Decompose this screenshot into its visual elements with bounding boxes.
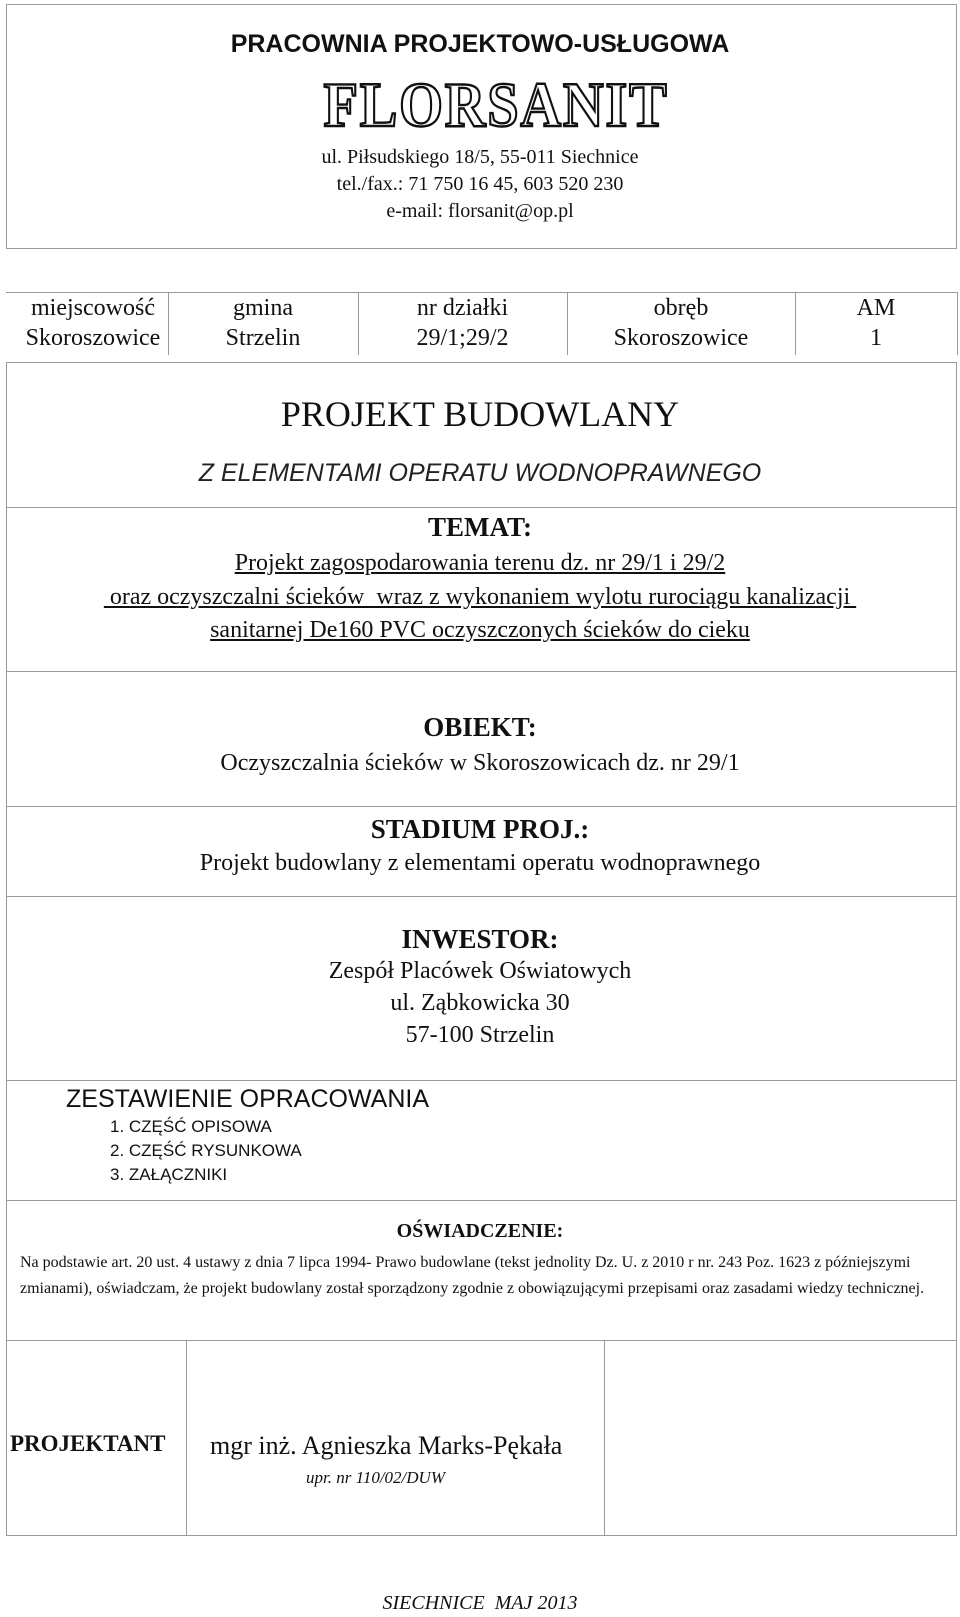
inwestor-line-2: ul. Ząbkowicka 30 (390, 990, 570, 1016)
inwestor-heading: INWESTOR: (401, 924, 559, 954)
location-value-obreb: Skoroszowice (613, 325, 749, 351)
inwestor-line-1: Zespół Placówek Oświatowych (328, 958, 632, 984)
location-value-am: 1 (870, 325, 882, 351)
location-value-gmina: Strzelin (225, 325, 301, 351)
location-table-divider (957, 292, 958, 355)
company-name: PRACOWNIA PROJEKTOWO-USŁUGOWA (230, 30, 730, 58)
location-header-miejscowosc: miejscowość (31, 295, 155, 321)
project-title: PROJEKT BUDOWLANY (280, 394, 680, 434)
zestawienie-heading: ZESTAWIENIE OPRACOWANIA (66, 1085, 429, 1113)
temat-line-3: sanitarnej De160 PVC oczyszczonych ścieków do cieku (210, 617, 750, 643)
signature-divider (604, 1340, 605, 1536)
address-email: e-mail: florsanit@op.pl (386, 200, 574, 222)
section-divider (6, 671, 957, 672)
section-divider (6, 1080, 957, 1081)
section-divider (6, 806, 957, 807)
location-header-obreb: obręb (653, 295, 709, 321)
designer-license: upr. nr 110/02/DUW (306, 1468, 445, 1487)
location-header-am: AM (856, 295, 896, 321)
temat-line-2: oraz oczyszczalni ścieków wraz z wykonaniem wylotu rurociągu kanalizacji (103, 584, 857, 610)
designer-name: mgr inż. Agnieszka Marks-Pękała (210, 1431, 563, 1460)
stadium-text: Projekt budowlany z elementami operatu wodnoprawnego (199, 850, 761, 876)
location-table-top-border (6, 292, 957, 293)
location-value-dzialka: 29/1;29/2 (416, 325, 509, 351)
location-header-gmina: gmina (233, 295, 293, 321)
temat-line-1: Projekt zagospodarowania terenu dz. nr 29/1 i 29/2 (234, 550, 726, 576)
section-divider (6, 507, 957, 508)
location-value-miejscowosc: Skoroszowice (25, 325, 161, 351)
section-divider (6, 1340, 957, 1341)
zestawienie-item: 1. CZĘŚĆ OPISOWA (110, 1117, 272, 1136)
temat-heading: TEMAT: (428, 512, 532, 542)
section-divider (6, 1200, 957, 1201)
address-street: ul. Piłsudskiego 18/5, 55-011 Siechnice (321, 146, 639, 168)
oswiadczenie-heading: OŚWIADCZENIE: (396, 1220, 564, 1242)
section-divider (6, 896, 957, 897)
projektant-label: PROJEKTANT (10, 1431, 166, 1456)
project-subtitle: Z ELEMENTAMI OPERATU WODNOPRAWNEGO (198, 459, 762, 487)
oswiadczenie-text: Na podstawie art. 20 ust. 4 ustawy z dnia 7 lipca 1994- Prawo budowlane (tekst jednolity Dz. U. z 2010 r nr. 243 Poz. 1623 z późniejszymi zmianami), oświadczam, że projekt budowlany został sporządzony zgodnie z obowiązującymi przepisami oraz zasadami wiedzy technicznej. (20, 1254, 925, 1297)
zestawienie-item: 2. CZĘŚĆ RYSUNKOWA (110, 1141, 302, 1160)
zestawienie-item: 3. ZAŁĄCZNIKI (110, 1165, 228, 1184)
footer-place-date: SIECHNICE MAJ 2013 (382, 1592, 578, 1614)
obiekt-text: Oczyszczalnia ścieków w Skoroszowicach dz. nr 29/1 (220, 750, 740, 776)
inwestor-line-3: 57-100 Strzelin (405, 1022, 555, 1048)
obiekt-heading: OBIEKT: (423, 712, 537, 742)
signature-divider (186, 1340, 187, 1536)
stadium-heading: STADIUM PROJ.: (370, 814, 590, 844)
svg-text:FLORSANIT: FLORSANIT (323, 74, 669, 134)
florsanit-logo (311, 74, 681, 134)
address-phone: tel./fax.: 71 750 16 45, 603 520 230 (336, 173, 624, 195)
location-header-dzialka: nr działki (416, 295, 509, 321)
